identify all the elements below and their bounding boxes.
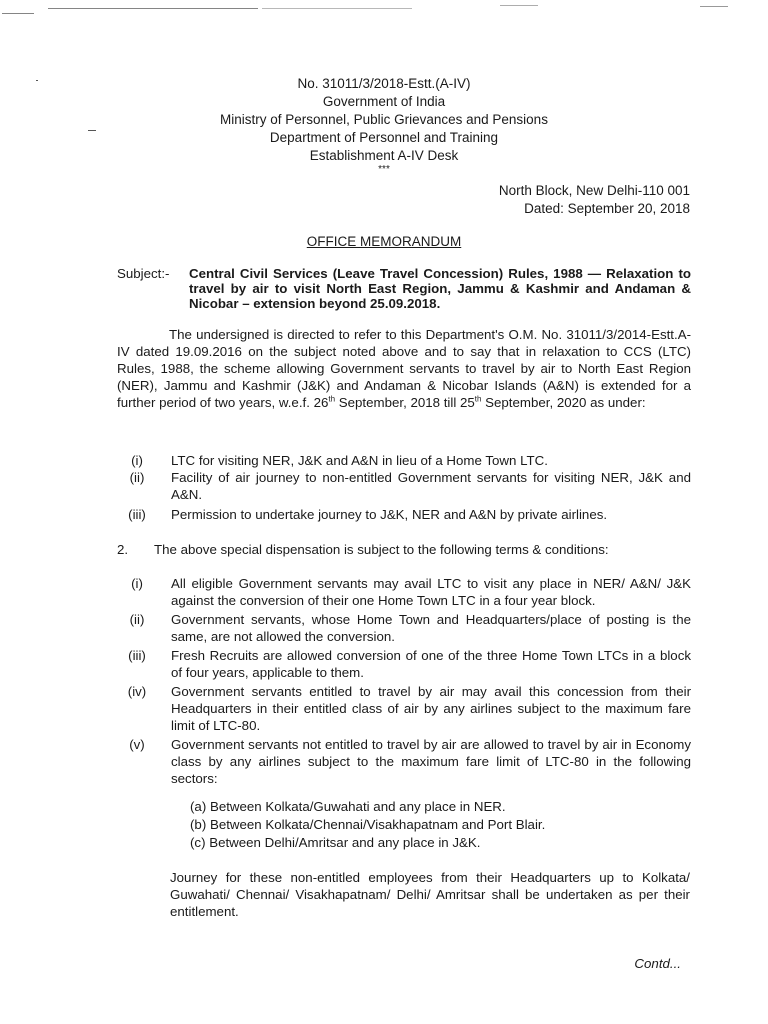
list-item-number: (iii)	[128, 507, 146, 522]
list-item-text: Fresh Recruits are allowed conversion of one of the three Home Town LTCs in a block of four years, applicable to them.	[171, 648, 691, 680]
department-name: Department of Personnel and Training	[269, 130, 499, 145]
conditions-list	[117, 575, 691, 787]
list-item-text: Government servants entitled to travel by air may avail this concession from their Headquarters in their entitled class of air by any airlines subject to the maximum fare limit of LTC-80.	[171, 684, 691, 733]
superscript-th: th	[328, 394, 336, 404]
list-item-number: (i)	[131, 576, 143, 591]
paragraph-2-text: The above special dispensation is subject to the following terms & conditions:	[154, 542, 609, 557]
sector-item: (c) Between Delhi/Amritsar and any place in J&K.	[190, 835, 481, 850]
paragraph-1-text-c: September, 2020 as under:	[481, 395, 646, 410]
list-item-text: Permission to undertake journey to J&K, NER and A&N by private airlines.	[171, 507, 608, 522]
scan-artifact-line	[48, 8, 258, 9]
subject-label: Subject:-	[117, 266, 170, 281]
paragraph-1-text-a: The undersigned is directed to refer to this Department's O.M. No. 31011/3/2014-Estt.A-IV dated 19.09.2016 on the subject noted above and to say that in relaxation to CCS (LTC) Rules, 1988, the scheme allowing Government servants to travel by air to North East Region (NER), Jammu and Kashmir (J&K) and Andaman & Nicobar Islands (A&N) is extended for a further period of two years, w.e.f. 26	[117, 327, 691, 410]
date: Dated: September 20, 2018	[524, 201, 690, 216]
list-item-number: (ii)	[129, 470, 145, 485]
list-item-number: (v)	[129, 737, 145, 752]
place-and-date	[499, 182, 690, 218]
paragraph-2-number: 2.	[117, 542, 129, 557]
separator-stars: ***	[378, 164, 390, 175]
list-item-text: All eligible Government servants may avail LTC to visit any place in NER/ A&N/ J&K against the conversion of their one Home Town LTC in a four year block.	[171, 576, 691, 608]
list-item	[117, 647, 691, 681]
list-item	[117, 506, 691, 523]
desk-name: Establishment A-IV Desk	[309, 148, 459, 163]
relaxation-list	[117, 452, 691, 523]
list-item-text: Government servants not entitled to travel by air are allowed to travel by air in Economy class by any airlines subject to the maximum fare limit of LTC-80 in the following sectors:	[171, 737, 691, 786]
superscript-th: th	[474, 394, 482, 404]
journey-paragraph: Journey for these non-entitled employees from their Headquarters up to Kolkata/ Guwahati/ Chennai/ Visakhapatnam/ Delhi/ Amritsar shall be undertaken as per their entitlement.	[170, 870, 690, 919]
sector-item: (b) Between Kolkata/Chennai/Visakhapatnam and Port Blair.	[190, 817, 546, 832]
scan-artifact-line	[262, 8, 412, 9]
list-item-number: (iii)	[128, 648, 146, 663]
scan-artifact-line	[2, 13, 34, 14]
sectors-list	[190, 798, 690, 852]
subject-block	[117, 266, 691, 311]
list-item	[117, 575, 691, 609]
list-item	[117, 736, 691, 787]
continued-marker: Contd...	[634, 956, 681, 971]
list-item-number: (ii)	[129, 612, 145, 627]
list-item-number: (i)	[131, 453, 143, 468]
list-item-text: Facility of air journey to non-entitled Government servants for visiting NER, J&K and A&N.	[171, 470, 691, 502]
letterhead	[0, 75, 768, 175]
list-item	[117, 469, 691, 503]
scan-artifact-line	[500, 5, 538, 6]
list-item-number: (iv)	[127, 684, 147, 699]
file-number: No. 31011/3/2018-Estt.(A-IV)	[297, 76, 471, 91]
government-name: Government of India	[322, 94, 446, 109]
list-item	[117, 452, 691, 469]
list-item-text: LTC for visiting NER, J&K and A&N in lieu of a Home Town LTC.	[171, 453, 548, 468]
paragraph-2	[117, 541, 691, 558]
scan-artifact-line	[700, 6, 728, 7]
document-title: OFFICE MEMORANDUM	[306, 234, 462, 249]
paragraph-1	[117, 326, 691, 411]
sector-item: (a) Between Kolkata/Guwahati and any place in NER.	[190, 799, 506, 814]
list-item	[117, 611, 691, 645]
list-item	[117, 683, 691, 734]
paragraph-1-text-b: September, 2018 till 25	[335, 395, 475, 410]
ministry-name: Ministry of Personnel, Public Grievances and Pensions	[220, 112, 548, 127]
list-item-text: Government servants, whose Home Town and Headquarters/place of posting is the same, are not allowed the conversion.	[171, 612, 691, 644]
subject-text: Central Civil Services (Leave Travel Concession) Rules, 1988 — Relaxation to travel by air to visit North East Region, Jammu & Kashmir and Andaman & Nicobar – extension beyond 25.09.2018.	[189, 266, 691, 311]
address: North Block, New Delhi-110 001	[498, 183, 690, 198]
